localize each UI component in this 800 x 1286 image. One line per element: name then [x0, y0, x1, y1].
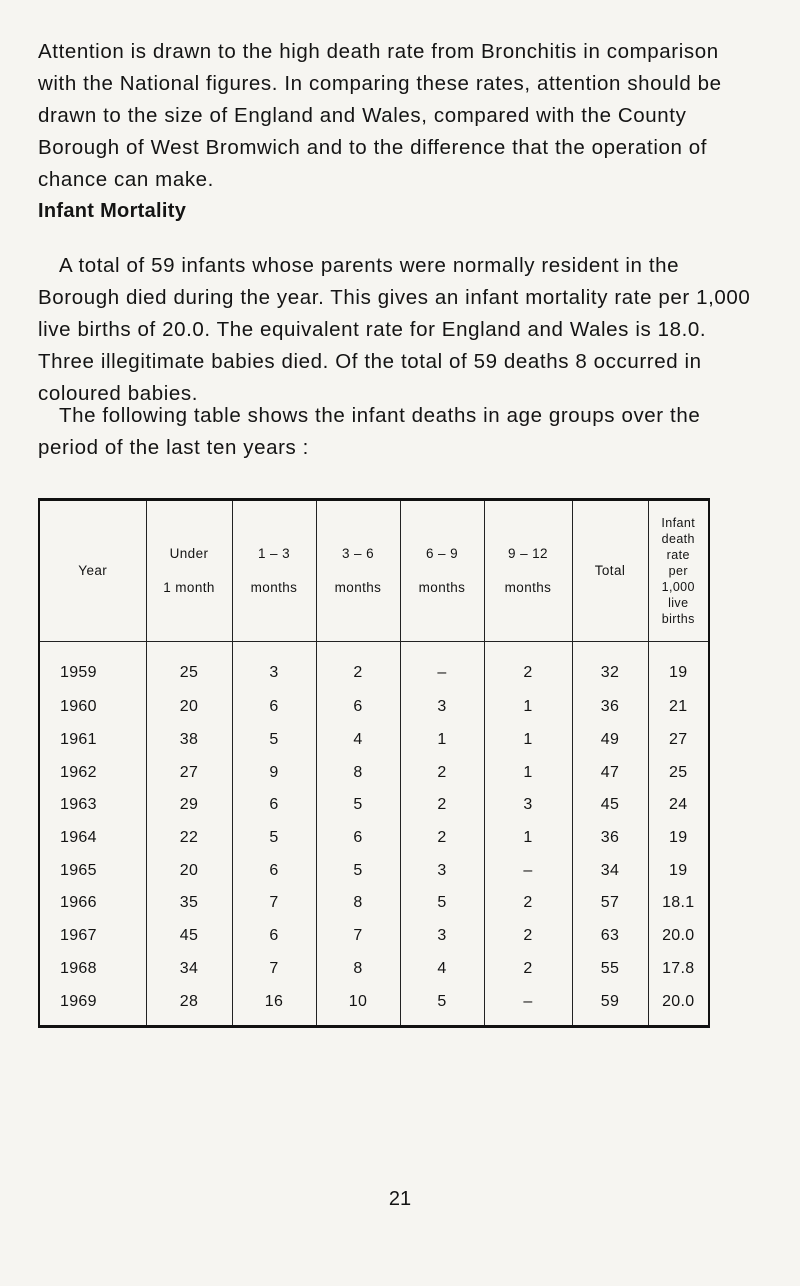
- cell-1-3-months: 5: [232, 723, 316, 756]
- table-row: [40, 821, 708, 854]
- cell-under-1-month: 35: [146, 886, 232, 919]
- header-under-1-month: Under 1 month: [146, 501, 232, 642]
- cell-9-12-months: 1: [484, 723, 572, 756]
- cell-year: 1967: [60, 926, 97, 944]
- cell-6-9-months: 3: [400, 690, 484, 723]
- cell-rate: 19: [648, 821, 708, 854]
- cell-9-12-months: 2: [484, 919, 572, 952]
- cell-rate: 25: [648, 756, 708, 789]
- header-infant-death-rate: Infant death rate per 1,000 live births: [648, 501, 708, 642]
- table-row: [40, 919, 708, 952]
- cell-9-12-months: –: [484, 854, 572, 887]
- cell-9-12-months: 2: [484, 886, 572, 919]
- cell-rate: 18.1: [648, 886, 708, 919]
- cell-9-12-months: 1: [484, 821, 572, 854]
- cell-total: 59: [572, 984, 648, 1025]
- cell-rate: 20.0: [648, 984, 708, 1025]
- cell-rate: 20.0: [648, 919, 708, 952]
- cell-6-9-months: –: [400, 642, 484, 691]
- cell-under-1-month: 34: [146, 952, 232, 985]
- cell-6-9-months: 2: [400, 756, 484, 789]
- infant-deaths-table: [38, 498, 710, 1028]
- header-6-9-months: 6 – 9 months: [400, 501, 484, 642]
- cell-3-6-months: 8: [316, 756, 400, 789]
- cell-1-3-months: 6: [232, 788, 316, 821]
- table-row: [40, 886, 708, 919]
- cell-3-6-months: 4: [316, 723, 400, 756]
- cell-year: 1965: [60, 861, 97, 879]
- cell-total: 36: [572, 821, 648, 854]
- table-row: [40, 723, 708, 756]
- cell-3-6-months: 6: [316, 821, 400, 854]
- table-row: [40, 854, 708, 887]
- section-heading-infant-mortality: Infant Mortality: [38, 200, 187, 222]
- cell-under-1-month: 25: [146, 642, 232, 691]
- cell-rate: 24: [648, 788, 708, 821]
- cell-total: 57: [572, 886, 648, 919]
- cell-year: 1966: [60, 894, 97, 912]
- cell-year: 1962: [60, 763, 97, 781]
- cell-under-1-month: 20: [146, 690, 232, 723]
- table-header-row: [40, 501, 708, 642]
- page-number: 21: [388, 1188, 412, 1210]
- cell-9-12-months: 1: [484, 756, 572, 789]
- cell-1-3-months: 6: [232, 854, 316, 887]
- cell-6-9-months: 3: [400, 919, 484, 952]
- cell-9-12-months: 1: [484, 690, 572, 723]
- cell-total: 32: [572, 642, 648, 691]
- cell-1-3-months: 3: [232, 642, 316, 691]
- cell-3-6-months: 8: [316, 886, 400, 919]
- cell-rate: 17.8: [648, 952, 708, 985]
- cell-6-9-months: 5: [400, 886, 484, 919]
- cell-year: 1961: [60, 730, 97, 748]
- cell-total: 55: [572, 952, 648, 985]
- cell-9-12-months: 3: [484, 788, 572, 821]
- cell-9-12-months: 2: [484, 952, 572, 985]
- table-row: [40, 952, 708, 985]
- cell-3-6-months: 5: [316, 854, 400, 887]
- cell-1-3-months: 7: [232, 886, 316, 919]
- cell-under-1-month: 20: [146, 854, 232, 887]
- cell-1-3-months: 7: [232, 952, 316, 985]
- cell-total: 63: [572, 919, 648, 952]
- cell-3-6-months: 7: [316, 919, 400, 952]
- cell-6-9-months: 2: [400, 788, 484, 821]
- cell-year: 1963: [60, 796, 97, 814]
- cell-total: 47: [572, 756, 648, 789]
- cell-3-6-months: 8: [316, 952, 400, 985]
- cell-9-12-months: –: [484, 984, 572, 1025]
- cell-under-1-month: 27: [146, 756, 232, 789]
- cell-1-3-months: 16: [232, 984, 316, 1025]
- cell-6-9-months: 2: [400, 821, 484, 854]
- cell-total: 49: [572, 723, 648, 756]
- cell-total: 45: [572, 788, 648, 821]
- cell-under-1-month: 22: [146, 821, 232, 854]
- table-row: [40, 984, 708, 1025]
- cell-6-9-months: 5: [400, 984, 484, 1025]
- cell-under-1-month: 38: [146, 723, 232, 756]
- cell-year: 1959: [60, 663, 97, 681]
- table-row: [40, 788, 708, 821]
- cell-3-6-months: 6: [316, 690, 400, 723]
- cell-1-3-months: 9: [232, 756, 316, 789]
- cell-under-1-month: 29: [146, 788, 232, 821]
- cell-year: 1960: [60, 698, 97, 716]
- cell-1-3-months: 6: [232, 919, 316, 952]
- paragraph-infant-deaths: A total of 59 infants whose parents were normally resident in the Borough died during the year. This gives an infant mortality rate per 1,000 live births of 20.0. The equivalent rate for England and Wales is 18.0. Three illegitimate babies died. Of the total of 59 deaths 8 occurred in coloured babies.: [38, 254, 751, 405]
- cell-6-9-months: 4: [400, 952, 484, 985]
- header-9-12-months: 9 – 12 months: [484, 501, 572, 642]
- cell-total: 36: [572, 690, 648, 723]
- cell-year: 1964: [60, 828, 97, 846]
- cell-1-3-months: 5: [232, 821, 316, 854]
- cell-3-6-months: 10: [316, 984, 400, 1025]
- paragraph-bronchitis: Attention is drawn to the high death rate from Bronchitis in comparison with the National figures. In comparing these rates, attention should be drawn to the size of England and Wales, compared with the County Borough of West Bromwich and to the difference that the operation of chance can make.: [38, 40, 722, 191]
- cell-under-1-month: 45: [146, 919, 232, 952]
- cell-rate: 19: [648, 642, 708, 691]
- header-total: Total: [572, 501, 648, 642]
- cell-6-9-months: 1: [400, 723, 484, 756]
- cell-9-12-months: 2: [484, 642, 572, 691]
- cell-under-1-month: 28: [146, 984, 232, 1025]
- cell-3-6-months: 5: [316, 788, 400, 821]
- header-1-3-months: 1 – 3 months: [232, 501, 316, 642]
- cell-year: 1969: [60, 993, 97, 1011]
- cell-3-6-months: 2: [316, 642, 400, 691]
- cell-6-9-months: 3: [400, 854, 484, 887]
- table-row: [40, 690, 708, 723]
- table-row: [40, 642, 708, 691]
- table-row: [40, 756, 708, 789]
- cell-total: 34: [572, 854, 648, 887]
- header-3-6-months: 3 – 6 months: [316, 501, 400, 642]
- cell-rate: 27: [648, 723, 708, 756]
- cell-1-3-months: 6: [232, 690, 316, 723]
- paragraph-table-intro: The following table shows the infant deaths in age groups over the period of the last ten years :: [38, 404, 701, 459]
- cell-rate: 19: [648, 854, 708, 887]
- cell-year: 1968: [60, 959, 97, 977]
- cell-rate: 21: [648, 690, 708, 723]
- header-year: Year: [40, 501, 146, 642]
